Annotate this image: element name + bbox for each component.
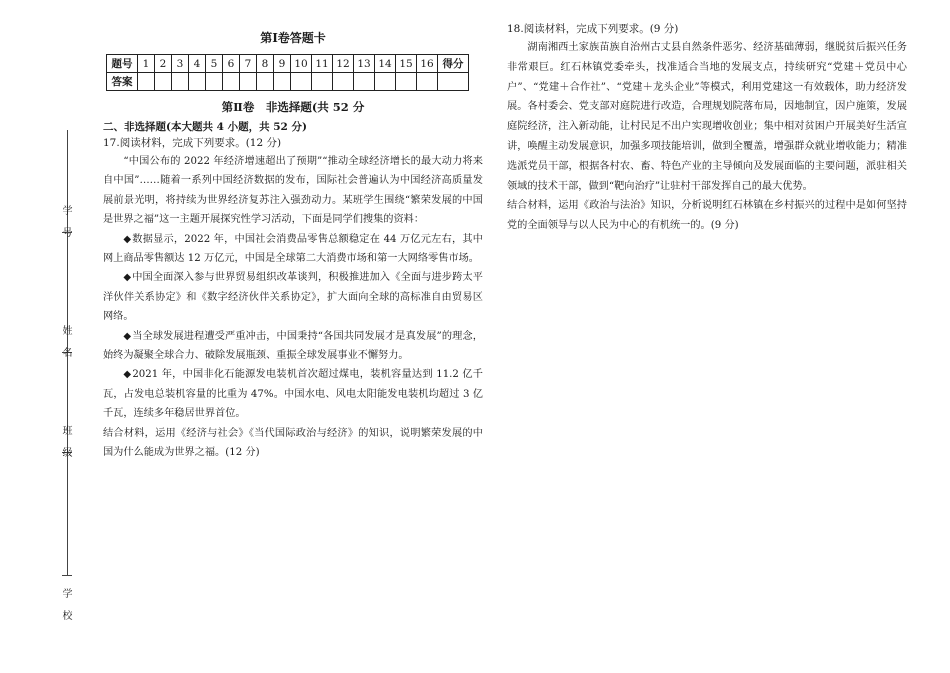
question-17-task: 结合材料，运用《经济与社会》《当代国际政治与经济》的知识，说明繁荣发展的中国为什么能成为世界之福。(12 分) (103, 427, 483, 459)
answer-cell[interactable] (257, 73, 274, 91)
answer-card-title: 第Ⅰ卷答题卡 (260, 31, 326, 45)
question-number-cell: 11 (312, 55, 333, 73)
question-number-row (107, 55, 469, 73)
question-number-cell: 1 (138, 55, 155, 73)
question-17-bullet-2 (103, 268, 483, 326)
diamond-bullet-icon: ◆ (123, 369, 132, 381)
question-number-cell: 4 (189, 55, 206, 73)
answer-cell[interactable] (206, 73, 223, 91)
question-number-cell: 16 (417, 55, 438, 73)
right-column (507, 20, 907, 236)
question-number-cell: 15 (396, 55, 417, 73)
question-number-cell: 3 (172, 55, 189, 73)
bullet-text: 数据显示，2022 年，中国社会消费品零售总额稳定在 44 万亿元左右，其中网上商品零售额达 12 万亿元，中国是全球第二大消费市场和第一大网络零售市场。 (103, 233, 483, 265)
answer-cell[interactable] (417, 73, 438, 91)
question-18-heading: 18.阅读材料，完成下列要求。(9 分) (507, 23, 679, 35)
section-heading: 二、非选择题(本大题共 4 小题，共 52 分) (103, 121, 307, 133)
question-17-heading: 17.阅读材料，完成下列要求。(12 分) (103, 137, 282, 149)
name-label: 姓 名 (60, 325, 71, 358)
answer-cell[interactable] (291, 73, 312, 91)
question-number-cell: 7 (240, 55, 257, 73)
diamond-bullet-icon: ◆ (123, 272, 132, 284)
answer-cell[interactable] (333, 73, 354, 91)
student-number-label: 学 号 (60, 205, 71, 238)
question-17-intro: “中国公布的 2022 年经济增速超出了预期”“推动全球经济增长的最大动力将来自中国”……随着一系列中国经济数据的发布，国际社会普遍认为中国经济高质量发展前景光明，将持续为世界经济复苏注入强劲动力。某班学生围绕“繁荣发展的中国是世界之福”这一主题开展探究性学习活动，下面是同学们搜集的资料： (103, 156, 483, 226)
answer-cell[interactable] (312, 73, 333, 91)
answer-cell[interactable] (172, 73, 189, 91)
question-18-material: 湖南湘西土家族苗族自治州古丈县自然条件恶劣、经济基础薄弱，继脱贫后振兴任务非常艰巨。红石林镇党委牵头，找准适合当地的发展支点，持续研究“党建＋党员中心户”、“党建＋合作社”、“党建＋龙头企业”等模式，利用党建这一有效载体，助力经济发展。各村委会、党支部对庭院进行改造，合理规划院落布局，因地制宜，因户施策，发展庭院经济，注入新动能，让村民足不出户实现增收创业；集中相对贫困户开展美好生活宣讲，唤醒主动发展意识，加强多项技能培训，做到全覆盖，增强群众就业增收能力；精准选派党员干部，根据各村农、畜、特色产业的主导倾向及发展面临的主要问题，派驻相关领域的技术干部，做到“靶向治疗”让驻村干部发挥自己的最大优势。 (507, 42, 907, 192)
score-header: 得分 (438, 55, 469, 73)
margin-tick (62, 575, 72, 576)
question-number-cell: 5 (206, 55, 223, 73)
question-18-task: 结合材料，运用《政治与法治》知识，分析说明红石林镇在乡村振兴的过程中是如何坚持党的全面领导与以人民为中心的有机统一的。(9 分) (507, 200, 907, 232)
answer-cell[interactable] (354, 73, 375, 91)
question-number-header: 题号 (107, 55, 138, 73)
question-17-bullet-3 (103, 327, 483, 366)
answer-cell[interactable] (240, 73, 257, 91)
answer-header: 答案 (107, 73, 138, 91)
bullet-text: 当全球发展进程遭受严重冲击，中国秉持“各国共同发展才是真发展”的理念，始终为凝聚全球合力、破除发展瓶颈、重振全球发展事业不懈努力。 (103, 330, 483, 362)
answer-cell[interactable] (396, 73, 417, 91)
question-17-bullet-4 (103, 365, 483, 423)
school-label: 学 校 (60, 588, 71, 621)
part-two-title: 第Ⅱ卷 非选择题(共 52 分 (221, 100, 365, 114)
answer-row (107, 73, 469, 91)
left-column (103, 28, 483, 463)
answer-cell[interactable] (375, 73, 396, 91)
score-cell[interactable] (438, 73, 469, 91)
answer-cell[interactable] (274, 73, 291, 91)
question-number-cell: 6 (223, 55, 240, 73)
class-label: 班 级 (60, 425, 71, 458)
bullet-text: 2021 年，中国非化石能源发电装机首次超过煤电，装机容量达到 11.2 亿千瓦，占发电总装机容量的比重为 47%。中国水电、风电太阳能发电装机均超过 3 亿千瓦，连续多年稳居世界首位。 (103, 369, 483, 420)
bullet-text: 中国全面深入参与世界贸易组织改革谈判，积极推进加入《全面与进步跨太平洋伙伴关系协定》和《数字经济伙伴关系协定》，扩大面向全球的高标准自由贸易区网络。 (103, 272, 483, 323)
answer-cell[interactable] (189, 73, 206, 91)
question-number-cell: 2 (155, 55, 172, 73)
question-number-cell: 12 (333, 55, 354, 73)
question-number-cell: 8 (257, 55, 274, 73)
question-number-cell: 10 (291, 55, 312, 73)
question-number-cell: 14 (375, 55, 396, 73)
diamond-bullet-icon: ◆ (123, 233, 132, 245)
question-number-cell: 9 (274, 55, 291, 73)
answer-cell[interactable] (138, 73, 155, 91)
answer-cell[interactable] (155, 73, 172, 91)
answer-card-table (106, 54, 469, 91)
question-17-bullet-1 (103, 230, 483, 269)
question-number-cell: 13 (354, 55, 375, 73)
diamond-bullet-icon: ◆ (123, 330, 132, 342)
answer-cell[interactable] (223, 73, 240, 91)
